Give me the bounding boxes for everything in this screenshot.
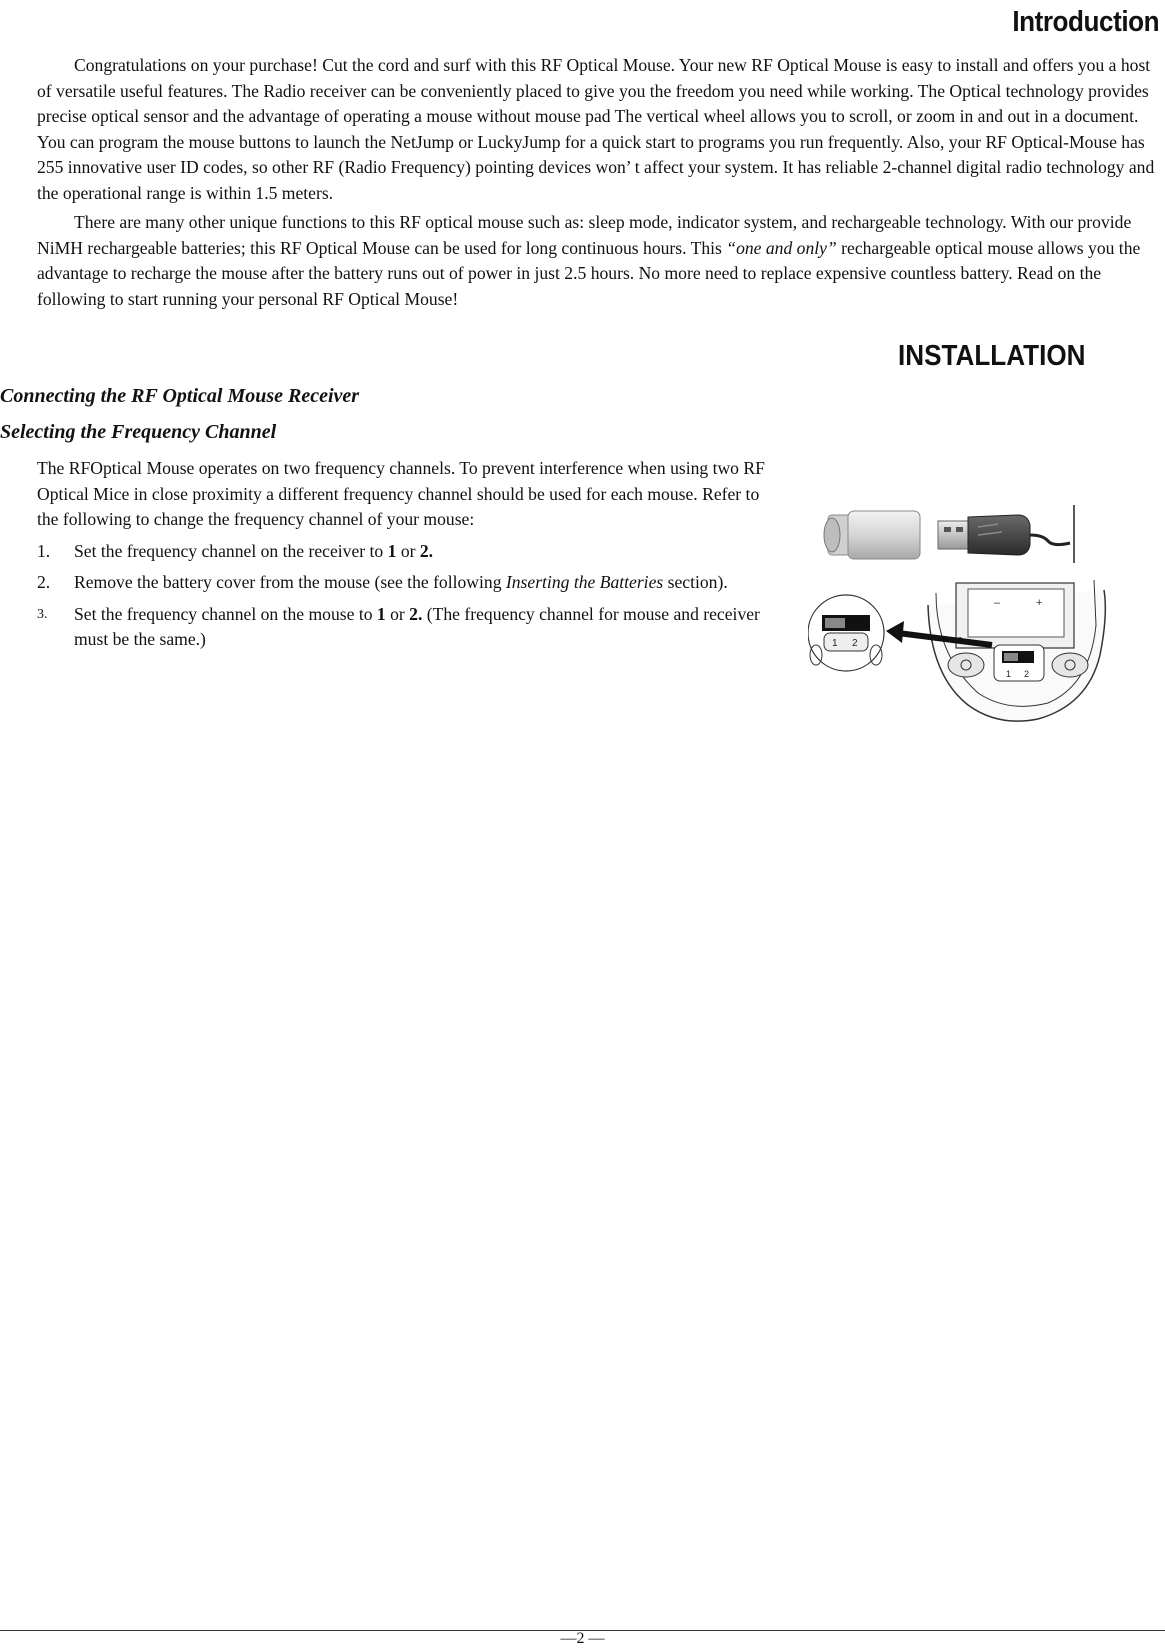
- closeup-switch-label-2: 2: [852, 638, 858, 649]
- intro-paragraph-1: Congratulations on your purchase! Cut the cord and surf with this RF Optical Mouse. Your new RF Optical Mouse is easy to install and offers you a host of versatile useful features. The Radio receiver can be conveniently placed to give you the freedom you need while working. The Optical technology provides precise optical sensor and the advantage of operating a mouse without mouse pad The vertical wheel allows you to scroll, or zoom in and out in a document. You can program the mouse buttons to launch the NetJump or LuckyJump for a quick start to programs you run frequently. Also, your RF Optical-Mouse has 255 innovative user ID codes, so other RF (Radio Frequency) pointing devices won’ t affect your system. It has reliable 2-channel digital radio technology and the operational range is within 1.5 meters.: [37, 55, 1155, 203]
- intro-paragraph-2: There are many other unique functions to this RF optical mouse such as: sleep mode, indicator system, and rechargeable technology. With our provide NiMH rechargeable batteries; this RF Optical Mouse can be used for long continuous hours. This “one and only” rechargeable optical mouse allows you the advantage to recharge the mouse after the battery runs out of power in just 2.5 hours. No more need to replace expensive countless battery. Read on the following to start running your personal RF Optical Mouse!: [37, 212, 1141, 309]
- battery-plus-label: +: [1036, 597, 1043, 609]
- page-number: —2 —: [560, 1630, 605, 1647]
- receiver-and-mouse-illustration: [808, 505, 1118, 725]
- frequency-steps-list: [37, 539, 769, 653]
- list-item: 2. Remove the battery cover from the mouse (see the following Inserting the Batteries section).: [37, 572, 728, 592]
- subheading-frequency-channel: Selecting the Frequency Channel: [0, 421, 277, 443]
- list-item: 3. Set the frequency channel on the mouse to 1 or 2. (The frequency channel for mouse and receiver must be the same.): [37, 603, 760, 649]
- frequency-section-body: [37, 456, 769, 659]
- mouse-switch-label-1: 1: [1006, 669, 1012, 679]
- mouse-underside-icon: [928, 580, 1105, 721]
- mouse-switch-label-2: 2: [1024, 669, 1030, 679]
- usb-to-ps2-adapter-icon: [824, 511, 920, 559]
- section-title-introduction: Introduction: [1012, 6, 1159, 38]
- section-title-installation: INSTALLATION: [898, 340, 1086, 372]
- usb-receiver-plug-icon: [938, 505, 1074, 563]
- introduction-body: [37, 53, 1163, 316]
- list-item: 1. Set the frequency channel on the receiver to 1 or 2.: [37, 540, 434, 561]
- battery-minus-label: –: [994, 597, 1001, 609]
- subheading-connecting-receiver: Connecting the RF Optical Mouse Receiver: [0, 385, 360, 407]
- switch-closeup-icon: [808, 595, 884, 671]
- closeup-switch-label-1: 1: [832, 638, 838, 649]
- frequency-intro-paragraph: The RFOptical Mouse operates on two frequency channels. To prevent interference when using two RF Optical Mice in close proximity a different frequency channel should be used for each mouse. Refer to the following to change the frequency channel of your mouse:: [37, 458, 765, 529]
